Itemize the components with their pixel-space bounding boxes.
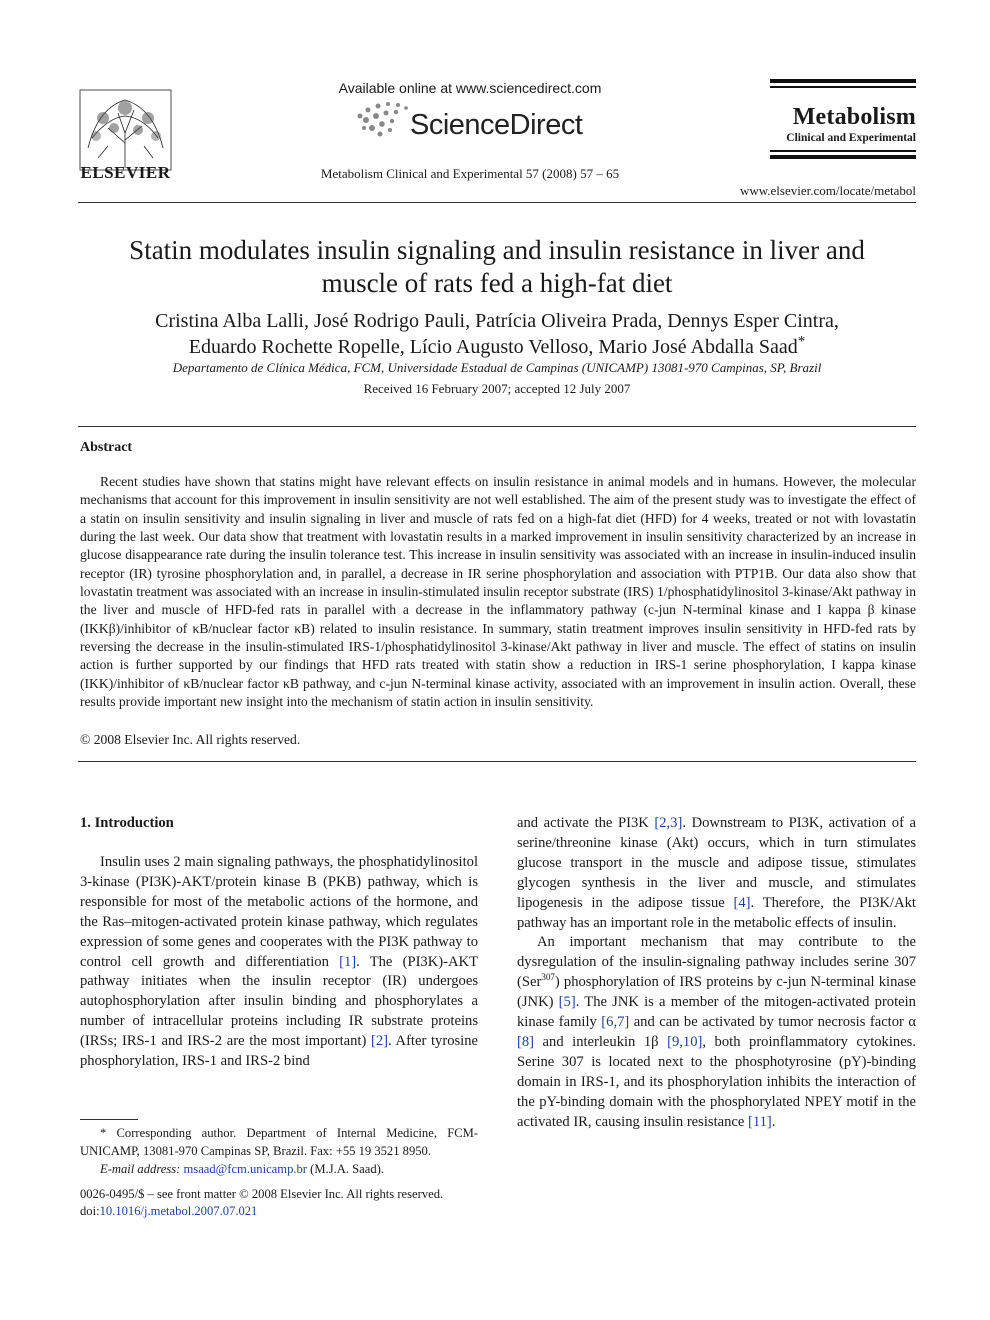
section-heading: 1. Introduction bbox=[80, 815, 174, 831]
publisher-name: ELSEVIER bbox=[80, 163, 171, 182]
reference-link[interactable]: [5] bbox=[558, 994, 576, 1011]
left-column bbox=[80, 853, 478, 1072]
issn-doi: 0026-0495/$ – see front matter © 2008 Elsevier Inc. All rights reserved. doi:10.1016/j.metabol.2007.07.021 bbox=[80, 1186, 478, 1220]
paragraph: and activate the PI3K [2,3]. Downstream to PI3K, activation of a serine/threonine kinase (Akt) occurs, which in turn stimulates glucose transport in the muscle and adipose tissue, stimulates glycogen synthesis in the liver and muscle, and stimulates lipogenesis in the adipose tissue [4]. Therefore, the PI3K/Akt pathway has an important role in the metabolic effects of insulin. bbox=[517, 815, 916, 931]
journal-subtitle: Clinical and Experimental bbox=[786, 132, 916, 144]
footnotes bbox=[80, 1124, 478, 1178]
abstract-heading: Abstract bbox=[80, 440, 133, 455]
right-column bbox=[517, 814, 916, 1133]
received-dates: Received 16 February 2007; accepted 12 July 2007 bbox=[363, 381, 631, 396]
affiliation: Departamento de Clínica Médica, FCM, Universidade Estadual de Campinas (UNICAMP) 13081-970 Campinas, SP, Brazil bbox=[172, 360, 822, 375]
journal-rule bbox=[770, 79, 916, 83]
corresponding-author-note: * Corresponding author. Department of Internal Medicine, FCM-UNICAMP, 13081-970 Campinas SP, Brazil. Fax: +55 19 3521 8950. bbox=[80, 1126, 478, 1158]
authors-line: Cristina Alba Lalli, José Rodrigo Pauli, Patrícia Oliveira Prada, Dennys Esper Cintra, bbox=[155, 310, 839, 332]
reference-link[interactable]: [1] bbox=[339, 953, 357, 970]
available-online[interactable]: Available online at www.sciencedirect.com bbox=[338, 80, 602, 96]
corresponding-mark[interactable]: * bbox=[797, 333, 806, 350]
abstract-text: Recent studies have shown that statins might have relevant effects on insulin resistance in animal models and in humans. However, the molecular mechanisms that account for this improvement in insulin sensitivity are not well established. The aim of the present study was to investigate the effect of a statin on insulin sensitivity and insulin signaling in liver and muscle of rats fed on a high-fat diet (HFD) for 4 weeks, treated or not with lovastatin during the last week. Our data show that treatment with lovastatin results in a marked improvement in insulin sensitivity characterized by an increase in glucose disappearance rate during the insulin tolerance test. This increase in insulin sensitivity was associated with an increase in insulin-induced insulin receptor (IR) tyrosine phosphorylation and, in parallel, a decrease in IR serine phosphorylation and association with PTP1B. Our data also show that lovastatin treatment was associated with an increase in insulin-stimulated insulin receptor substrate (IRS) 1/phosphatidylinositol 3-kinase/Akt pathway in the liver and muscle of HFD-fed rats in parallel with a decrease in the inflammatory pathway (c-jun N-terminal kinase and I kappa β kinase (IKKβ)/inhibitor of κB/nuclear factor κB) related to insulin resistance. In summary, statin treatment improves insulin sensitivity in HFD-fed rats by reversing the decrease in the insulin-stimulated IRS-1/phosphatidylinositol 3-kinase/Akt pathway in liver and muscle. The effect of statins on insulin action is further supported by our findings that HFD rats treated with statin show a reduction in IRS-1 serine phosphorylation, I kappa kinase (IKK)/inhibitor of κB/nuclear factor κB pathway, and c-jun N-terminal kinase activity, associated with an improvement in insulin action. Overall, these results provide important new insight into the mechanism of statin action in insulin sensitivity. bbox=[80, 474, 916, 710]
copyright: © 2008 Elsevier Inc. All rights reserved. bbox=[80, 732, 301, 747]
title-line: muscle of rats fed a high-fat diet bbox=[321, 268, 673, 298]
journal-name: Metabolism bbox=[792, 104, 916, 130]
abstract-divider bbox=[78, 761, 916, 762]
footnote-divider bbox=[80, 1119, 138, 1120]
article-title bbox=[78, 234, 916, 300]
email-link[interactable]: msaad@fcm.unicamp.br bbox=[183, 1162, 308, 1176]
title-line: Statin modulates insulin signaling and insulin resistance in liver and bbox=[129, 235, 865, 265]
email-note: E-mail address: msaad@fcm.unicamp.br (M.J.A. Saad). bbox=[100, 1162, 384, 1176]
reference-link[interactable]: [4] bbox=[733, 894, 751, 911]
journal-rule bbox=[770, 155, 916, 159]
reference-link[interactable]: [8] bbox=[517, 1033, 535, 1050]
reference-link[interactable]: [6,7] bbox=[601, 1014, 630, 1031]
paragraph: Insulin uses 2 main signaling pathways, the phosphatidylinositol 3-kinase (PI3K)-AKT/protein kinase B (PKB) pathway, which is responsible for most of the metabolic actions of the hormone, and the Ras–mitogen-activated protein kinase pathway, which regulates expression of some genes and cooperates with the PI3K pathway to control cell growth and differentiation [1]. The (PI3K)-AKT pathway initiates when the insulin receptor (IR) undergoes autophosphorylation after insulin binding and phosphorylates a number of intracellular proteins including IR substrate proteins (IRSs; IRS-1 and IRS-2 are the most important) [2]. After tyrosine phosphorylation, IRS-1 and IRS-2 bind bbox=[80, 854, 478, 1070]
author-list bbox=[78, 308, 916, 360]
paragraph: An important mechanism that may contribute to the dysregulation of the insulin-signaling pathway includes serine 307 (Ser$^{307}$) phosphorylation of IRS proteins by c-jun N-terminal kinase (JNK) [5]. The JNK is a member of the mitogen-activated protein kinase family [6,7] and can be activated by tumor necrosis factor α [8] and interleukin 1β [9,10], both proinflammatory cytokines. Serine 307 is located next to the phosphotyrosine (pY)-binding domain in IRS-1, and its phosphorylation inhibits the interaction of the pY-binding domain with the phosphorylated NPEY motif in the activated IR, causing insulin resistance [11]. bbox=[517, 934, 916, 1130]
authors-line: Eduardo Rochette Ropelle, Lício Augusto Velloso, Mario José Abdalla Saad bbox=[188, 336, 798, 358]
journal-rule bbox=[770, 150, 916, 152]
reference-link[interactable]: [2,3] bbox=[654, 815, 683, 831]
journal-rule bbox=[770, 86, 916, 88]
header-divider bbox=[78, 202, 916, 203]
reference-link[interactable]: [9,10] bbox=[667, 1033, 703, 1050]
sciencedirect-wordmark: ScienceDirect bbox=[410, 109, 583, 141]
journal-url[interactable]: www.elsevier.com/locate/metabol bbox=[739, 183, 916, 198]
doi-link[interactable]: 10.1016/j.metabol.2007.07.021 bbox=[99, 1204, 258, 1218]
abstract-divider bbox=[78, 426, 916, 427]
issn-line: 0026-0495/$ – see front matter © 2008 Elsevier Inc. All rights reserved. bbox=[80, 1187, 444, 1201]
journal-citation: Metabolism Clinical and Experimental 57 (2008) 57 – 65 bbox=[320, 166, 620, 181]
reference-link[interactable]: [2] bbox=[371, 1033, 389, 1050]
reference-link[interactable]: [11] bbox=[748, 1113, 772, 1130]
